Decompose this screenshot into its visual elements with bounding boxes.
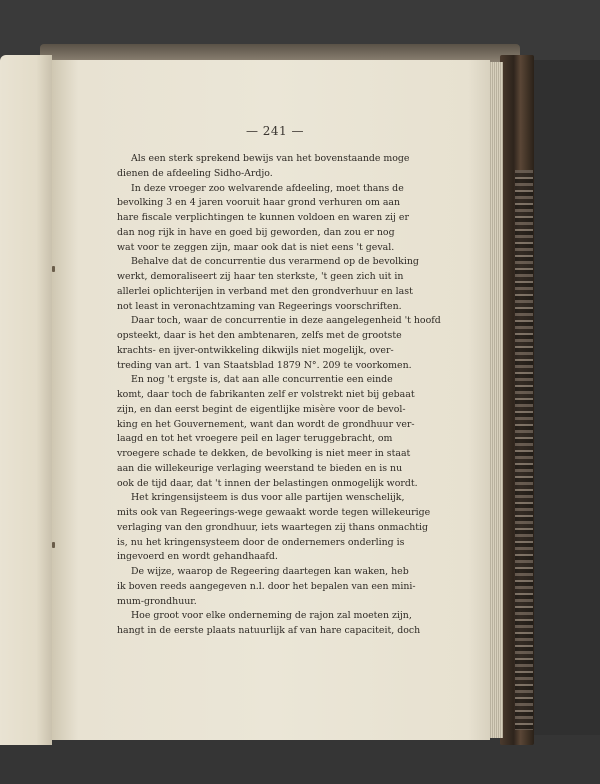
text-line: laagd en tot het vroegere peil en lager teruggebracht, om: [117, 433, 393, 445]
text-line: wat voor te zeggen zijn, maar ook dat is niet eens 't geval.: [117, 241, 395, 253]
text-line: ik boven reeds aangegeven n.l. door het bepalen van een mini-: [117, 580, 416, 592]
text-line: vroegere schade te dekken, de bevolking is niet meer in staat: [117, 448, 411, 459]
text-line: Hoe groot voor elke onderneming de rajon zal moeten zijn,: [131, 610, 412, 622]
text-line: not least in veronachtzaming van Regeerings voorschriften.: [117, 300, 402, 312]
text-line: De wijze, waarop de Regeering daartegen kan waken, heb: [131, 566, 409, 577]
text-line: hare fiscale verplichtingen te kunnen voldoen en waren zij er: [117, 212, 409, 223]
marbled-cover-edge: [515, 170, 533, 730]
text-line: zijn, en dan eerst begint de eigentlijke misère voor de bevol-: [117, 403, 406, 415]
text-line: opsteekt, daar is het den ambtenaren, zelfs met de grootste: [117, 330, 402, 341]
text-line: is, nu het kringensysteem door de ondernemers onderling is: [117, 536, 405, 548]
text-line: hangt in de eerste plaats natuurlijk af van hare capaciteit, doch: [117, 625, 421, 636]
text-line: ook de tijd daar, dat 't innen der belastingen onmogelijk wordt.: [117, 477, 418, 489]
text-line: allerlei oplichterijen in verband met den grondverhuur en last: [117, 285, 413, 297]
text-line: ingevoerd en wordt gehandhaafd.: [117, 551, 278, 563]
text-line: aan die willekeurige verlaging weerstand te bieden en is nu: [117, 462, 403, 474]
left-page: [0, 55, 52, 745]
text-line: treding van art. 1 van Staatsblad 1879 N°. 209 te voorkomen.: [117, 359, 412, 371]
text-line: Het kringensijsteem is dus voor alle partijen wenschelijk,: [131, 492, 405, 504]
text-line: bevolking 3 en 4 jaren vooruit haar grond verhuren om aan: [117, 197, 401, 209]
text-line: In deze vroeger zoo welvarende afdeeling, moet thans de: [131, 182, 404, 194]
margin-mark: [52, 542, 55, 548]
text-line: mum-grondhuur.: [117, 595, 197, 607]
text-line: werkt, demoraliseert zij haar ten sterkste, 't geen zich uit in: [117, 271, 404, 282]
text-line: mits ook van Regeerings-wege gewaakt worde tegen willekeurige: [117, 507, 431, 518]
text-line: dienen de afdeeling Sidho-Ardjo.: [117, 167, 273, 179]
text-line: komt, daar toch de fabrikanten zelf er volstrekt niet bij gebaat: [117, 389, 415, 400]
text-line: Behalve dat de concurrentie dus verarmend op de bevolking: [131, 256, 419, 268]
text-line: Als een sterk sprekend bewijs van het bovenstaande moge: [131, 153, 410, 164]
text-line: dan nog rijk in have en goed bij geworden, dan zou er nog: [117, 226, 395, 238]
text-line: krachts- en ijver-ontwikkeling dikwijls niet mogelijk, over-: [117, 344, 394, 356]
page-body-text: [117, 152, 441, 639]
margin-mark: [52, 266, 55, 272]
text-line: En nog 't ergste is, dat aan alle concurrentie een einde: [131, 374, 393, 386]
text-line: king en het Gouvernement, want dan wordt de grondhuur ver-: [117, 418, 415, 430]
page-number: — 241 —: [245, 124, 305, 138]
text-line: Daar toch, waar de concurrentie in deze aangelegenheid 't hoofd: [131, 315, 441, 327]
text-line: verlaging van den grondhuur, iets waartegen zij thans onmachtig: [117, 521, 429, 533]
